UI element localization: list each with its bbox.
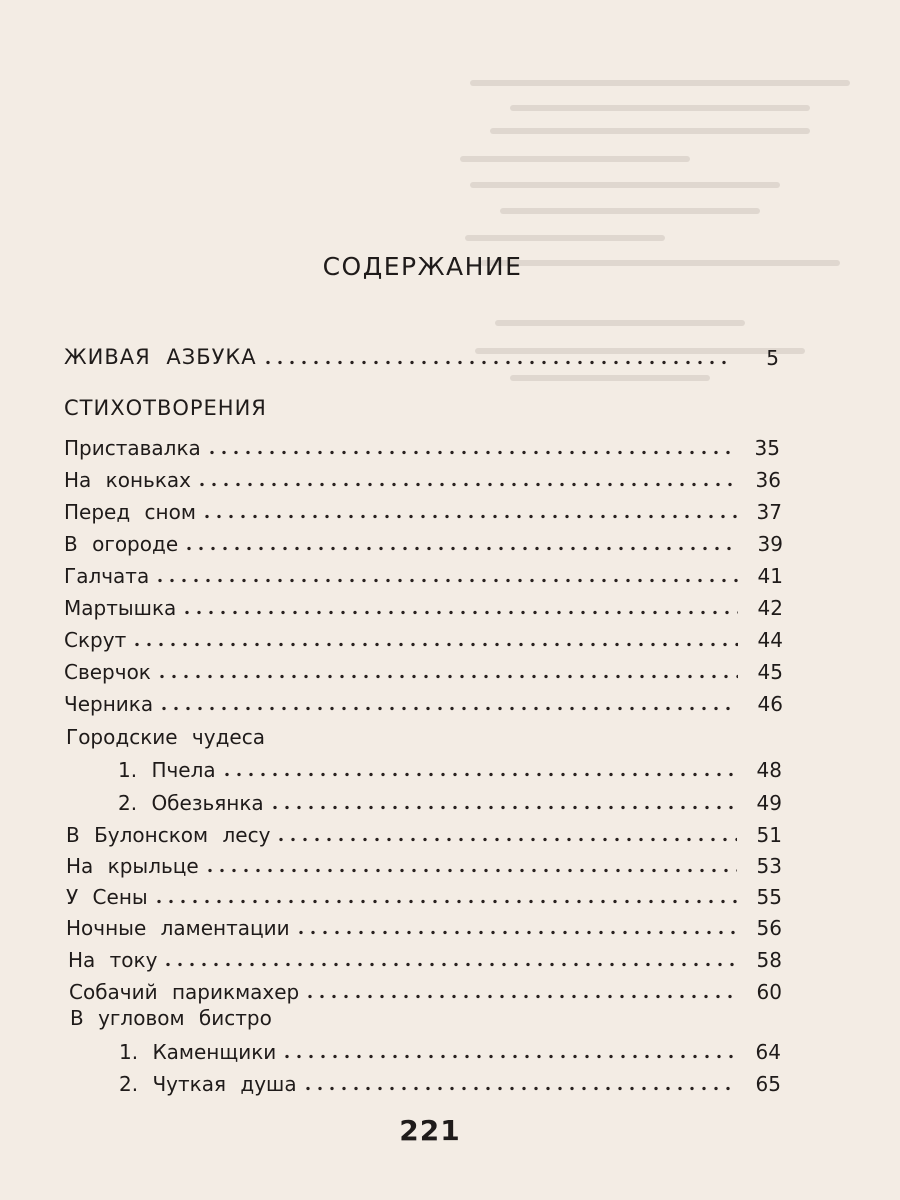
page-number: 221 <box>399 1114 461 1147</box>
page-ref: 35 <box>754 436 780 460</box>
entry-title: Черника <box>64 692 154 716</box>
page-title: СОДЕРЖАНИЕ <box>322 252 523 281</box>
entry-title: Ночные ламентации <box>66 916 290 940</box>
entry-title: 2. Чуткая душа <box>119 1072 297 1096</box>
entry-title: 2. Обезьянка <box>118 791 264 815</box>
dot-leader <box>262 360 734 365</box>
dot-leader <box>269 805 737 810</box>
section-heading: СТИХОТВОРЕНИЯ <box>64 396 267 420</box>
dot-leader <box>183 546 738 551</box>
page-ref: 5 <box>766 346 779 370</box>
entry-title: Сверчок <box>64 660 151 684</box>
dot-leader <box>281 1054 736 1059</box>
toc-subrow <box>118 781 782 813</box>
entry-title: В Булонском лесу <box>66 823 271 847</box>
toc-row <box>66 906 782 938</box>
dot-leader <box>204 868 737 873</box>
page-ref: 37 <box>756 500 782 524</box>
entry-title: Перед сном <box>64 500 196 524</box>
entry-title: На току <box>68 948 158 972</box>
toc-row <box>64 586 783 618</box>
dot-leader <box>275 837 737 842</box>
page-ref: 39 <box>757 532 783 556</box>
dot-leader <box>153 899 737 904</box>
page-ref: 42 <box>757 596 783 620</box>
entry-title: Приставалка <box>64 436 201 460</box>
dot-leader <box>201 514 737 519</box>
toc-row <box>68 938 782 970</box>
dot-leader <box>162 962 737 967</box>
toc-row <box>66 813 782 845</box>
dot-leader <box>206 450 735 455</box>
group-heading: Городские чудеса <box>66 725 265 749</box>
toc-row <box>64 618 783 650</box>
dot-leader <box>304 994 737 999</box>
dot-leader <box>154 578 738 583</box>
entry-title: 1. Каменщики <box>119 1040 277 1064</box>
toc-row <box>64 426 780 458</box>
dot-leader <box>156 674 738 679</box>
page-ref: 56 <box>756 916 782 940</box>
section-title: ЖИВАЯ АЗБУКА <box>64 345 257 369</box>
dot-leader <box>181 610 738 615</box>
toc-row <box>64 490 782 522</box>
page-ref: 58 <box>756 948 782 972</box>
dot-leader <box>221 772 737 777</box>
toc-row <box>64 682 783 714</box>
page-ref: 60 <box>756 980 782 1004</box>
toc-row <box>64 554 783 586</box>
page-ref: 49 <box>756 791 782 815</box>
toc-subrow <box>118 748 782 780</box>
dot-leader <box>158 706 738 711</box>
page-ref: 53 <box>756 854 782 878</box>
entry-title: На крыльце <box>66 854 199 878</box>
page-ref: 51 <box>756 823 782 847</box>
group-heading: В угловом бистро <box>70 1006 272 1030</box>
toc-row <box>69 970 782 1002</box>
entry-title: Собачий парикмахер <box>69 980 300 1004</box>
page-ref: 45 <box>757 660 783 684</box>
toc-subrow <box>119 1030 781 1062</box>
toc-row <box>64 650 783 682</box>
entry-title: У Сены <box>66 885 148 909</box>
entry-title: В огороде <box>64 532 179 556</box>
page-ref: 65 <box>755 1072 781 1096</box>
toc-row <box>66 875 782 907</box>
entry-title: Скрут <box>64 628 127 652</box>
page-ref: 41 <box>757 564 783 588</box>
dot-leader <box>196 482 736 487</box>
entry-title: Мартышка <box>64 596 177 620</box>
dot-leader <box>131 642 738 647</box>
entry-title: 1. Пчела <box>118 758 216 782</box>
page-ref: 46 <box>757 692 783 716</box>
page-ref: 36 <box>755 468 781 492</box>
dot-leader <box>295 930 737 935</box>
toc-row <box>64 522 783 554</box>
page-ref: 48 <box>756 758 782 782</box>
entry-title: На коньках <box>64 468 192 492</box>
page-ref: 64 <box>755 1040 781 1064</box>
dot-leader <box>302 1086 736 1091</box>
toc-row <box>66 844 782 876</box>
page-ref: 55 <box>756 885 782 909</box>
toc-section-row <box>64 336 779 368</box>
page-ref: 44 <box>757 628 783 652</box>
toc-subrow <box>119 1062 781 1094</box>
entry-title: Галчата <box>64 564 150 588</box>
toc-row <box>64 458 781 490</box>
